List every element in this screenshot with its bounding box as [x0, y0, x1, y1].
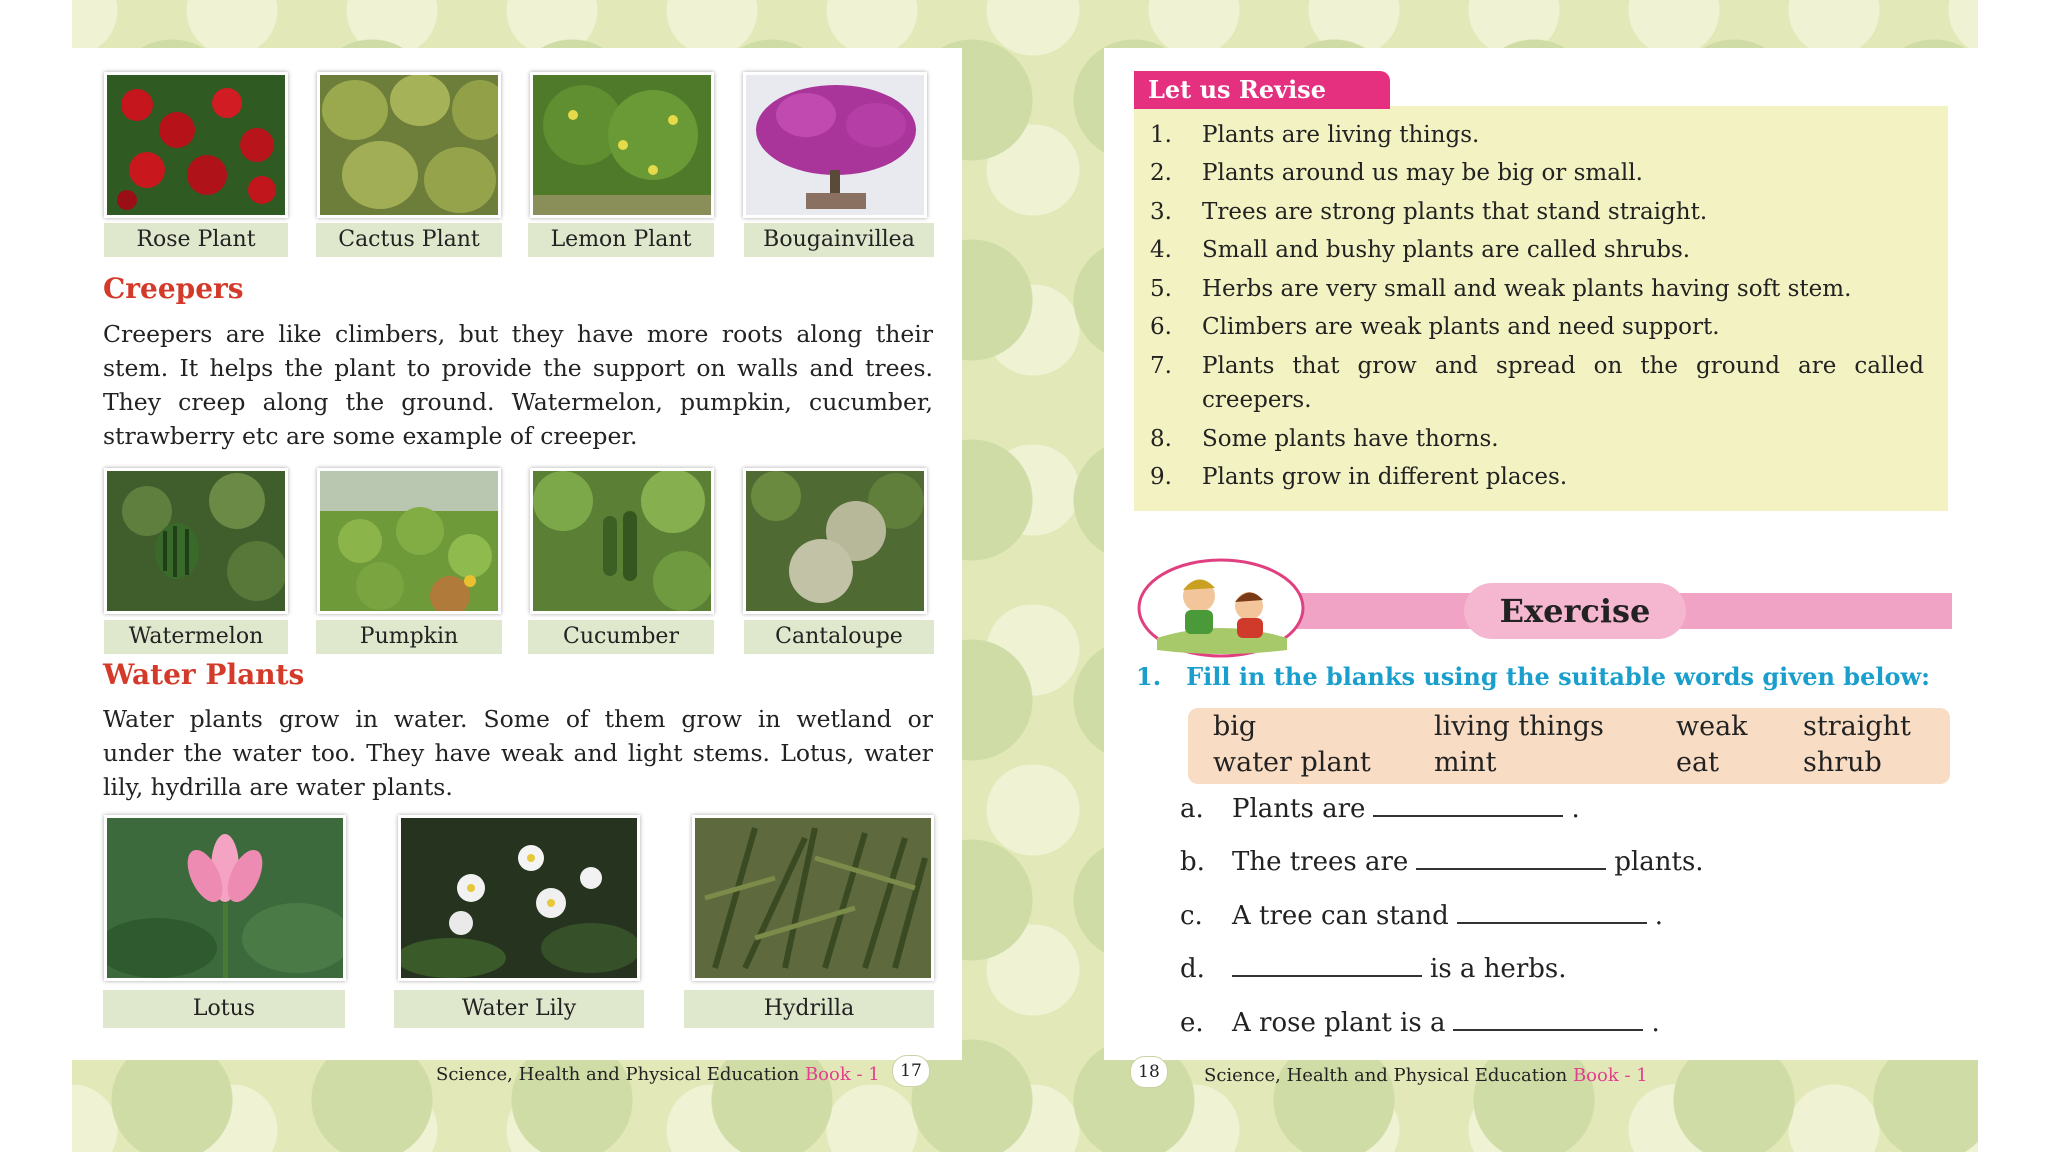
answer-blank[interactable] [1232, 953, 1422, 977]
question-letter: d. [1180, 954, 1205, 984]
item-number: 3. [1150, 199, 1172, 225]
word-bank-item: weak [1676, 711, 1748, 742]
page-number: 17 [892, 1055, 930, 1087]
question-text-after: . [1571, 794, 1580, 824]
blank-question [1180, 793, 1580, 824]
item-number: 4. [1150, 237, 1172, 263]
answer-blank[interactable] [1373, 793, 1563, 817]
blank-question [1180, 1007, 1660, 1038]
plant-caption: Cactus Plant [316, 223, 502, 257]
right-footer [1204, 1065, 1648, 1086]
answer-blank[interactable] [1416, 846, 1606, 870]
pumpkin-photo [317, 468, 501, 614]
question-text-before: Plants are [1232, 794, 1366, 824]
question-text-before: A tree can stand [1232, 901, 1449, 931]
item-number: 5. [1150, 276, 1172, 302]
item-text: Climbers are weak plants and need support. [1202, 314, 1720, 340]
footer-book: Book - 1 [804, 1064, 880, 1085]
plant-caption: Pumpkin [316, 620, 502, 654]
question-text-after: . [1651, 1008, 1660, 1038]
word-bank-item: living things [1434, 711, 1604, 742]
plant-caption: Cantaloupe [744, 620, 934, 654]
question-letter: b. [1180, 847, 1205, 877]
word-bank-item: water plant [1213, 747, 1371, 778]
question-text-before: A rose plant is a [1232, 1008, 1446, 1038]
blank-question [1180, 953, 1567, 984]
cantaloupe-photo [743, 468, 927, 614]
item-number: 7. [1150, 353, 1172, 379]
blank-question [1180, 900, 1663, 931]
word-bank-item: straight [1803, 711, 1911, 742]
item-number: 1. [1150, 122, 1172, 148]
answer-blank[interactable] [1457, 900, 1647, 924]
question-text-after: . [1654, 901, 1663, 931]
rose-photo [104, 72, 288, 218]
plant-caption: Watermelon [104, 620, 288, 654]
footer-text: Science, Health and Physical Education [436, 1064, 800, 1085]
item-text: Plants are living things. [1202, 122, 1480, 148]
paragraph-line: Creepers are like climbers, but they have more roots along their [103, 320, 933, 348]
word-bank-item: mint [1434, 747, 1497, 778]
water-plants-paragraph [103, 702, 933, 804]
item-number: 8. [1150, 426, 1172, 452]
item-text: Herbs are very small and weak plants having soft stem. [1202, 276, 1852, 302]
question-letter: a. [1180, 794, 1204, 824]
paragraph-line: They creep along the ground. Watermelon, pumpkin, cucumber, [103, 388, 933, 416]
left-footer [436, 1064, 880, 1085]
plant-caption: Lotus [103, 990, 345, 1028]
exercise-illustration [1137, 558, 1305, 658]
item-text: Plants that grow and spread on the ground are called creepers. [1202, 353, 1924, 413]
blank-question [1180, 846, 1704, 877]
item-number: 2. [1150, 160, 1172, 186]
plant-caption: Hydrilla [684, 990, 934, 1028]
word-bank-item: eat [1676, 747, 1719, 778]
exercise-title: Exercise [1464, 583, 1686, 639]
water-plants-heading: Water Plants [103, 658, 305, 691]
paragraph-line: strawberry etc are some example of creeper. [103, 422, 638, 450]
item-text: Plants around us may be big or small. [1202, 160, 1643, 186]
creepers-heading: Creepers [103, 272, 244, 305]
question-letter: c. [1180, 901, 1203, 931]
footer-book: Book - 1 [1572, 1065, 1648, 1086]
item-text: Trees are strong plants that stand straight. [1202, 199, 1708, 225]
creepers-paragraph [103, 317, 933, 453]
water-lily-photo [398, 815, 640, 981]
question-1: 1. Fill in the blanks using the suitable words given below: [1136, 662, 1930, 691]
plant-caption: Water Lily [394, 990, 644, 1028]
item-number: 6. [1150, 314, 1172, 340]
plant-caption: Bougainvillea [744, 223, 934, 257]
item-text: Small and bushy plants are called shrubs. [1202, 237, 1691, 263]
revise-tab: Let us Revise [1134, 71, 1390, 109]
bougainvillea-photo [743, 72, 927, 218]
word-bank-item: big [1213, 711, 1257, 742]
paragraph-line: lily, hydrilla are water plants. [103, 773, 453, 801]
plant-caption: Cucumber [528, 620, 714, 654]
answer-blank[interactable] [1453, 1007, 1643, 1031]
word-bank-item: shrub [1803, 747, 1882, 778]
question-text-before: The trees are [1232, 847, 1409, 877]
plant-caption: Rose Plant [104, 223, 288, 257]
lotus-photo [104, 815, 346, 981]
paragraph-line: stem. It helps the plant to provide the support on walls and trees. [103, 354, 933, 382]
footer-text: Science, Health and Physical Education [1204, 1065, 1568, 1086]
plant-caption: Lemon Plant [528, 223, 714, 257]
question-text-after: is a herbs. [1430, 954, 1567, 984]
item-text: Some plants have thorns. [1202, 426, 1499, 452]
item-text: Plants grow in different places. [1202, 464, 1568, 490]
item-number: 9. [1150, 464, 1172, 490]
paragraph-line: under the water too. They have weak and light stems. Lotus, water [103, 739, 933, 767]
paragraph-line: Water plants grow in water. Some of them grow in wetland or [103, 705, 933, 733]
hydrilla-photo [692, 815, 934, 981]
page-number: 18 [1130, 1056, 1168, 1088]
question-text-after: plants. [1614, 847, 1704, 877]
lemon-tree-photo [530, 72, 714, 218]
watermelon-photo [104, 468, 288, 614]
question-letter: e. [1180, 1008, 1204, 1038]
cucumber-photo [530, 468, 714, 614]
cactus-photo [317, 72, 501, 218]
